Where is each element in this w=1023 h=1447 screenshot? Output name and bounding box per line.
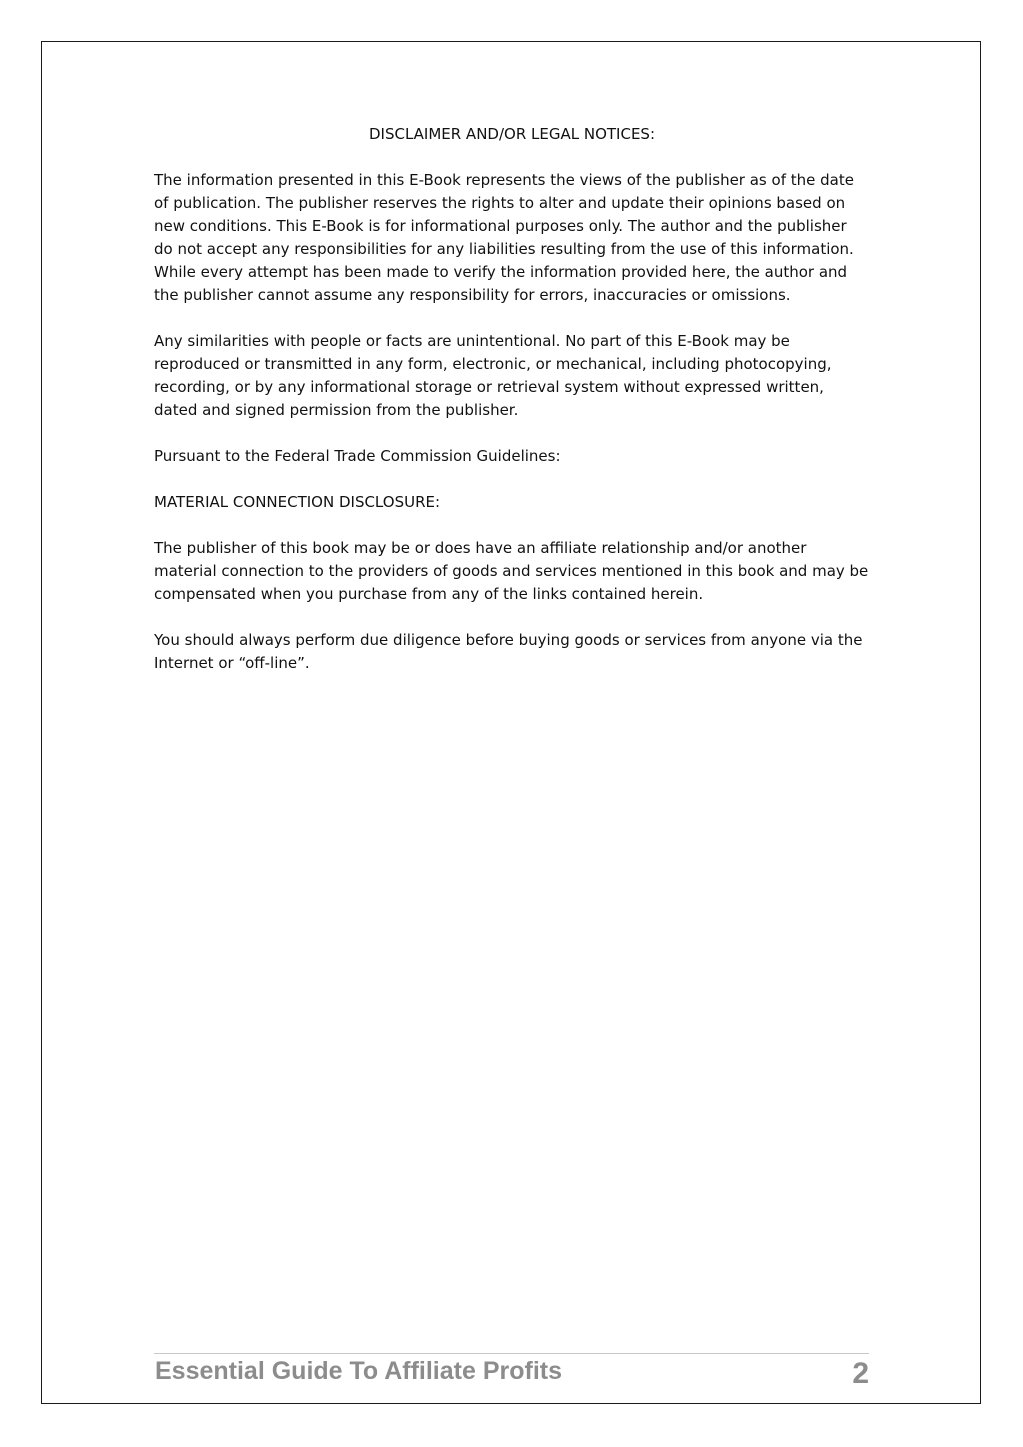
footer-title: Essential Guide To Affiliate Profits <box>155 1357 563 1385</box>
paragraph-due-diligence: You should always perform due diligence before buying goods or services from anyone via the Internet or “off-line”. <box>154 631 863 672</box>
footer-divider <box>154 1353 869 1354</box>
document-body <box>154 123 870 698</box>
paragraph-affiliate-relationship: The publisher of this book may be or does have an affiliate relationship and/or another material connection to the providers of goods and services mentioned in this book and may be compensated when you purchase from any of the links contained herein. <box>154 539 869 603</box>
paragraph-ftc-guidelines: Pursuant to the Federal Trade Commission Guidelines: <box>154 447 561 465</box>
paragraph-information: The information presented in this E-Book represents the views of the publisher as of the date of publication. The publisher reserves the rights to alter and update their opinions based on new conditions. This E-Book is for informational purposes only. The author and the publisher do not accept any responsibilities for any liabilities resulting from the use of this information. While every attempt has been made to verify the information provided here, the author and the publisher cannot assume any responsibility for errors, inaccuracies or omissions. <box>154 171 854 304</box>
paragraph-material-connection-heading: MATERIAL CONNECTION DISCLOSURE: <box>154 493 441 511</box>
paragraph-similarities: Any similarities with people or facts are unintentional. No part of this E-Book may be reproduced or transmitted in any form, electronic, or mechanical, including photocopying, recording, or by any informational storage or retrieval system without expressed written, dated and signed permission from the publisher. <box>154 332 832 419</box>
disclaimer-heading: DISCLAIMER AND/OR LEGAL NOTICES: <box>368 125 656 143</box>
page-number: 2 <box>852 1357 869 1390</box>
